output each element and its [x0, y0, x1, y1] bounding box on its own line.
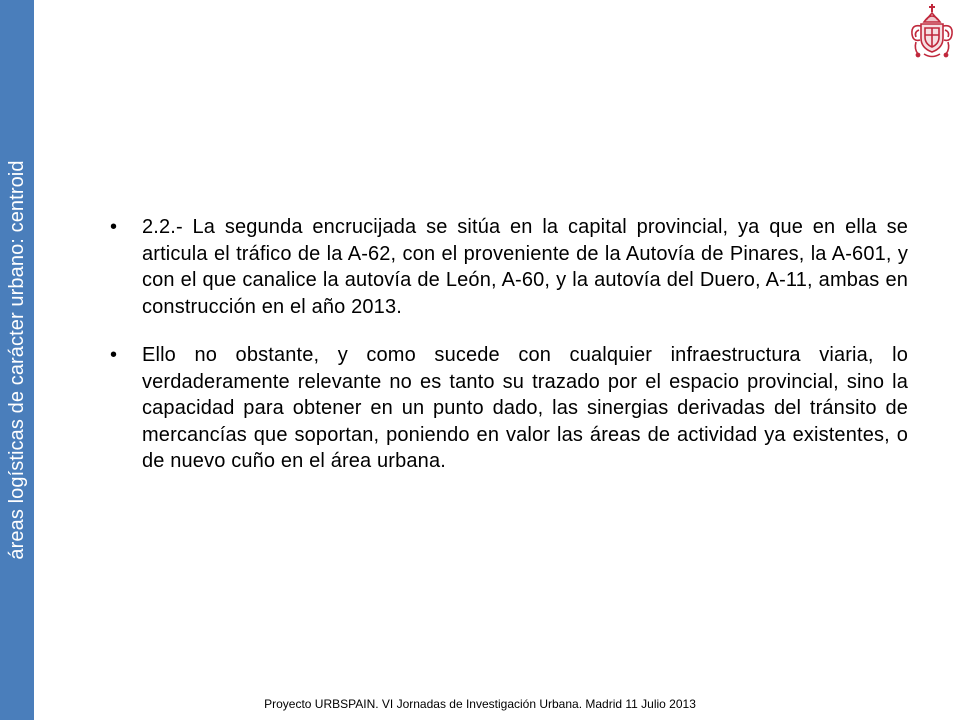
side-title: áreas logísticas de carácter urbano: centroid: [6, 160, 28, 560]
bullet-item: [110, 214, 908, 320]
bullet-item: [110, 342, 908, 475]
bullet-mark: •: [110, 216, 118, 238]
footer: Proyecto URBSPAIN. VI Jornadas de Investigación Urbana. Madrid 11 Julio 2013: [264, 697, 696, 711]
bullet-mark: •: [110, 344, 118, 366]
coat-of-arms-icon: [906, 2, 958, 60]
bullet-text: 2.2.- La segunda encrucijada se sitúa en la capital provincial, ya que en ella se articula el tráfico de la A-62, con el proveniente de la Autovía de Pinares, la A-601, y con el que canalice la autovía de León, A-60, y la autovía del Duero, A-11, ambas en construcción en el año 2013.: [142, 216, 908, 318]
side-band: [0, 0, 34, 720]
body-text: [110, 214, 908, 497]
bullet-text: Ello no obstante, y como sucede con cualquier infraestructura viaria, lo verdaderamente relevante no es tanto su trazado por el espacio provincial, sino la capacidad para obtener en un punto dado, las sinergias derivadas del tránsito de mercancías que soportan, poniendo en valor las áreas de actividad ya existentes, o de nuevo cuño en el área urbana.: [142, 344, 908, 472]
